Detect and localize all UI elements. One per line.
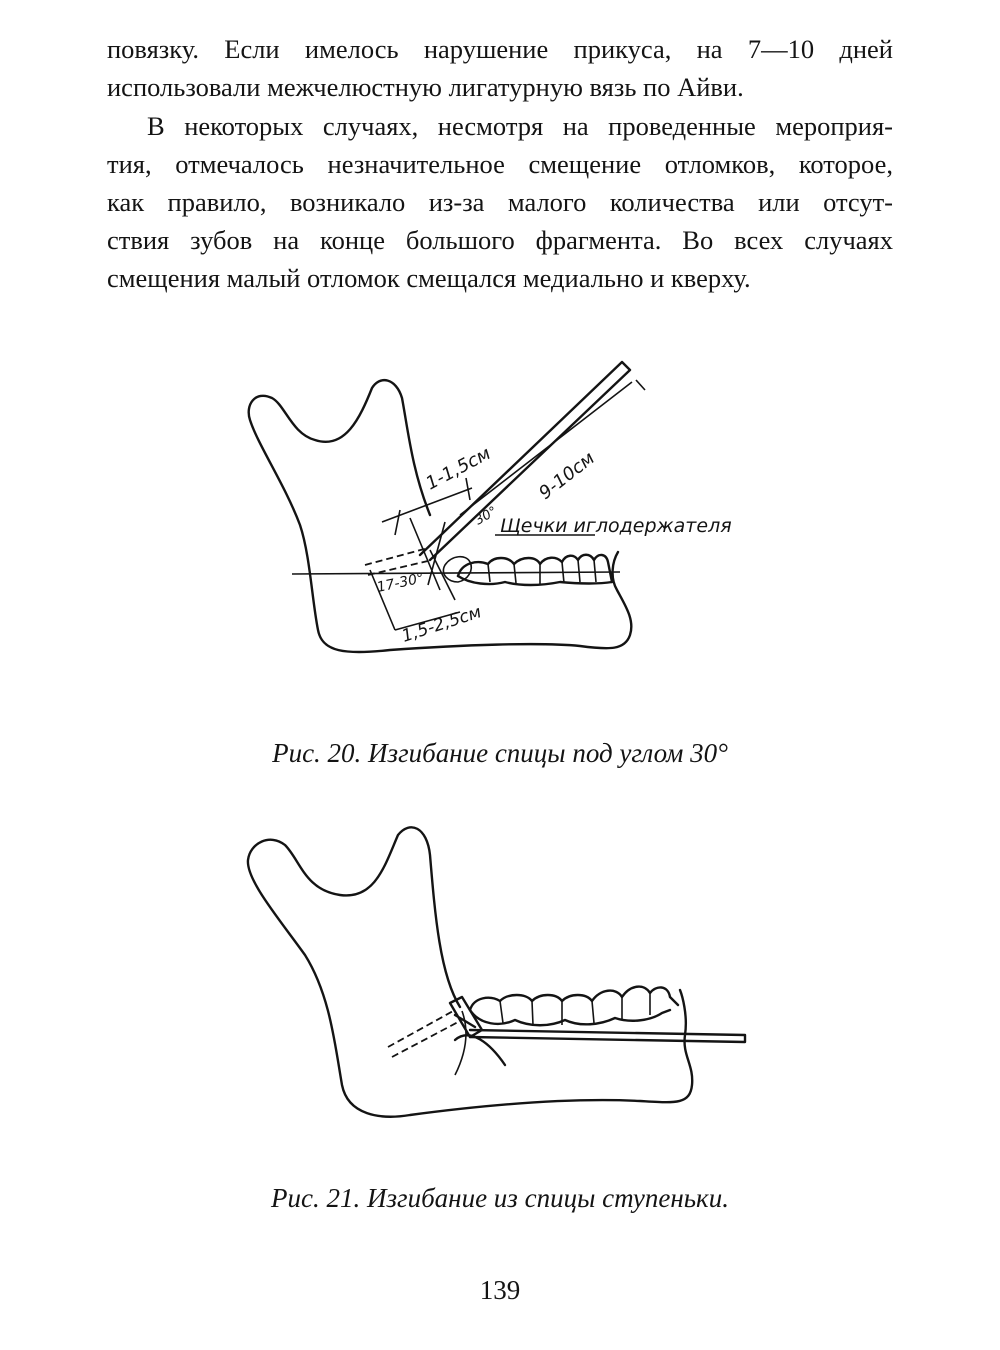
fracture-line: [455, 1035, 505, 1065]
label-needle-holder-jaws: Щечки иглодержателя: [500, 515, 732, 537]
wire-dashed: [388, 1010, 460, 1057]
teeth-base: [458, 576, 612, 585]
text-line: В некоторых случаях, несмотря на проведенные мероприя-: [147, 111, 893, 141]
text-line: смещения малый отломок смещался медиально и кверху.: [107, 263, 751, 293]
figure-20-caption: Рис. 20. Изгибание спицы под углом 30°: [272, 738, 728, 768]
text-line: как правило, возникало из-за малого количества или отсут-: [107, 187, 893, 217]
wire: [470, 1030, 745, 1042]
label-angle-range: 17-30°: [375, 570, 426, 596]
text-line: использовали межчелюстную лигатурную вязь по Айви.: [107, 72, 744, 102]
page-number: 139: [479, 1275, 521, 1305]
reference-line: [292, 572, 620, 574]
text-line: ствия зубов на конце большого фрагмента. Во всех случаях: [107, 225, 893, 255]
figure-20-illustration: [0, 350, 1000, 690]
label-length-long: 9-10см: [535, 447, 599, 504]
label-angle-30: 30°: [472, 503, 500, 529]
paragraph-1: [107, 30, 893, 106]
paragraph-2: [107, 107, 893, 297]
text-line: повязку. Если имелось нарушение прикуса, на 7—10 дней: [107, 34, 893, 64]
teeth-base: [470, 1010, 670, 1025]
teeth-row: [458, 555, 612, 582]
text-line: тия, отмечалось незначительное смещение отломков, которое,: [107, 149, 893, 179]
mandible-outline: [248, 827, 692, 1116]
figure-21-illustration: [0, 815, 1000, 1145]
figure-21-caption: Рис. 21. Изгибание из спицы ступеньки.: [271, 1183, 729, 1213]
label-length-mid: 1,5-2,5см: [399, 602, 484, 647]
label-length-small: 1-1,5см: [422, 442, 495, 495]
